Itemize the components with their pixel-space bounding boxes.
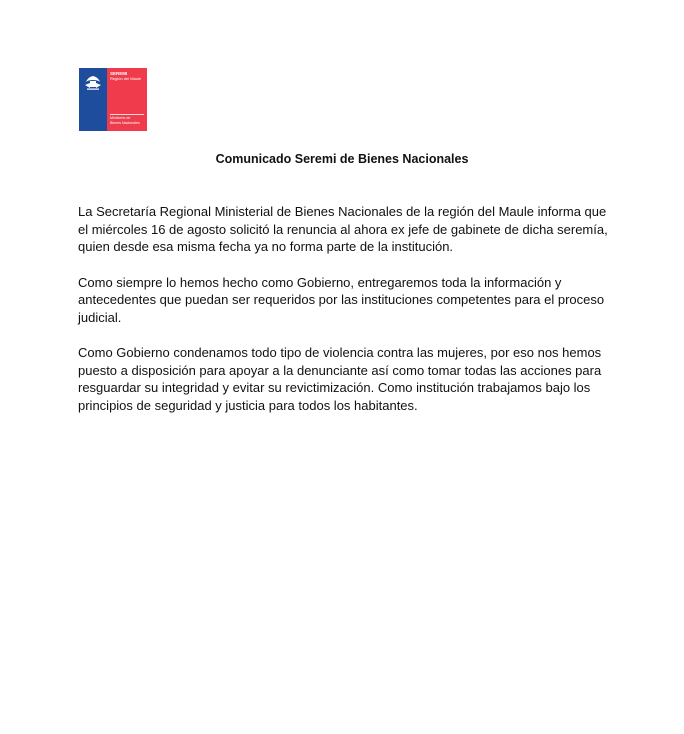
logo-text-top <box>110 71 141 81</box>
paragraph-line: principios de seguridad y justicia para todos los habitantes. <box>78 397 418 413</box>
paragraph-line: el miércoles 16 de agosto solicitó la renuncia al ahora ex jefe de gabinete de dicha seremía, <box>78 221 608 237</box>
logo-line2: Región del Maule <box>110 76 142 81</box>
logo-blue-panel <box>79 68 107 131</box>
logo-text-bottom <box>110 116 140 125</box>
document-title: Comunicado Seremi de Bienes Nacionales <box>215 152 469 166</box>
paragraph-line: puesto a disposición para apoyar a la denunciante así como tomar todas las acciones para <box>78 362 602 378</box>
logo-divider <box>110 114 144 115</box>
paragraph-line: Como siempre lo hemos hecho como Gobierno, entregaremos toda la información y <box>78 274 562 290</box>
logo-line3: Ministerio de <box>110 116 131 120</box>
paragraph-line: judicial. <box>78 309 122 325</box>
paragraph-line: resguardar su integridad y evitar su revictimización. Como institución trabajamos bajo los <box>78 380 591 395</box>
paragraph-line: La Secretaría Regional Ministerial de Bienes Nacionales de la región del Maule informa que <box>78 204 607 219</box>
paragraph-3 <box>78 344 609 414</box>
seremi-logo <box>79 68 147 131</box>
logo-red-panel <box>107 68 147 131</box>
logo-line1: SEREMI <box>110 71 128 76</box>
paragraph-line: antecedentes que puedan ser requeridos por las instituciones competentes para el proceso <box>78 292 605 307</box>
paragraph-line: Como Gobierno condenamos todo tipo de violencia contra las mujeres, por eso nos hemos <box>78 345 602 360</box>
coat-of-arms-icon <box>82 73 104 93</box>
paragraph-line: quien desde esa misma fecha ya no forma parte de la institución. <box>78 239 454 254</box>
paragraph-2 <box>78 274 609 327</box>
logo-line4: Bienes Nacionales <box>110 120 140 125</box>
document-body <box>78 203 609 432</box>
paragraph-1 <box>78 203 609 256</box>
